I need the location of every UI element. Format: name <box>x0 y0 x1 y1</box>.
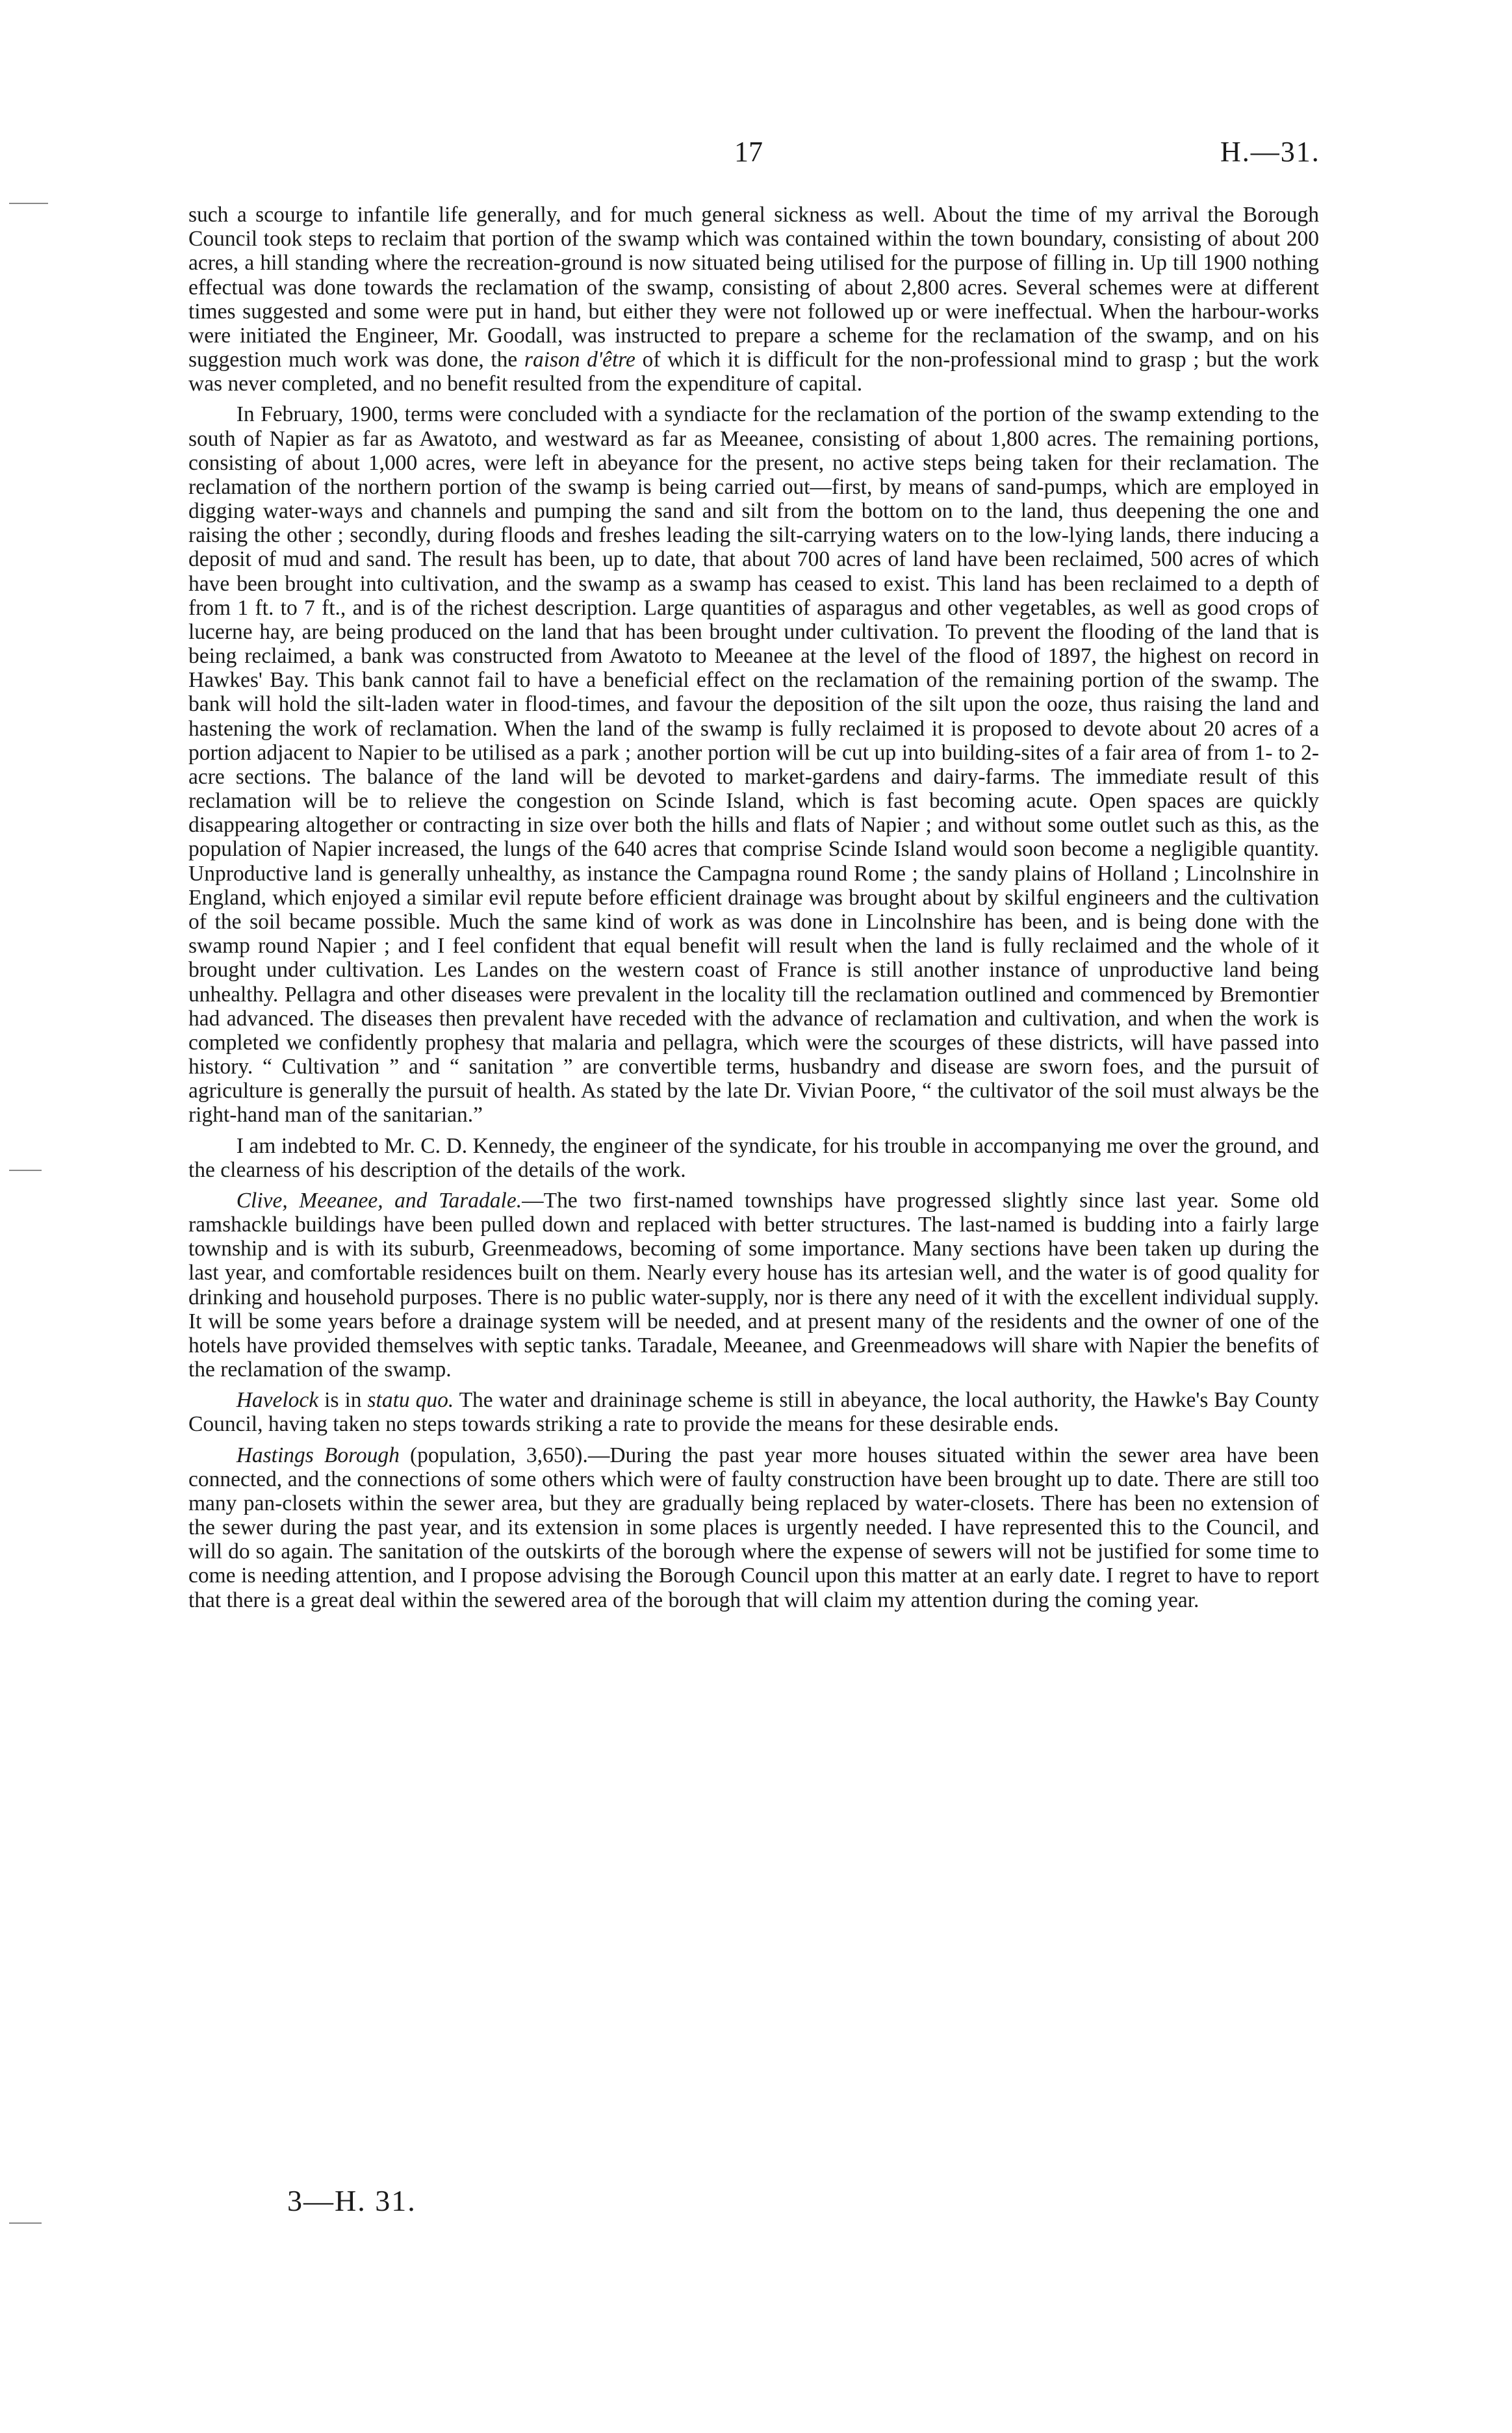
italic-phrase: raison d'être <box>524 348 635 372</box>
section-heading: Clive, Meeanee, and Taradale. <box>236 1188 522 1213</box>
section-text: is in <box>318 1388 368 1413</box>
paragraph-text: of which it is difficult for the non-professional mind to grasp ; but the work was never completed, and no benefit resulted from the expenditure of capital. <box>188 348 1319 396</box>
italic-phrase: statu quo. <box>367 1388 454 1413</box>
margin-mark <box>9 2222 42 2224</box>
paragraph-text: such a scourge to infantile life generally, and for much general sickness as well. About the time of my arrival the Borough Council took steps to reclaim that portion of the swamp which was contained within the town boundary, consisting of about 200 acres, a hill standing where the recreation-ground is now situated being utilised for the purpose of filling in. Up till 1900 nothing effectual was done towards the reclamation of the swamp, consisting of about 2,800 acres. Several schemes were at different times suggested and some were put in hand, but either they were not followed up or were ineffectual. When the harbour-works were initiated the Engineer, Mr. Goodall, was instructed to prepare a scheme for the reclamation of the swamp, and on his suggestion much work was done, the <box>188 203 1319 372</box>
paragraph-continuation <box>188 203 1319 396</box>
page-number: 17 <box>734 136 763 168</box>
document-body <box>188 203 1319 1619</box>
section-hastings-borough <box>188 1443 1319 1612</box>
section-text: The water and draininage scheme is still in abeyance, the local authority, the Hawke's Bay County Council, having taken no steps towards striking a rate to provide the means for these desirable ends. <box>188 1388 1319 1437</box>
section-havelock <box>188 1388 1319 1436</box>
paragraph-reclamation: In February, 1900, terms were concluded with a syndiacte for the reclamation of the portion of the swamp extending to the south of Napier as far as Awatoto, and westward as far as Meeanee, consisting of about 1,800 acres. The remaining portions, consisting of about 1,000 acres, were left in abeyance for the present, no active steps being taken for their reclamation. The reclamation of the northern portion of the swamp is being carried out—first, by means of sand-pumps, which are employed in digging water-ways and channels and pumping the sand and silt from the bottom on to the land, thus deepening the one and raising the other ; secondly, during floods and freshes leading the silt-carrying waters on to the low-lying lands, there inducing a deposit of mud and sand. The result has been, up to date, that about 700 acres of land have been reclaimed, 500 acres of which have been brought into cultivation, and the swamp as a swamp has ceased to exist. This land has been reclaimed to a depth of from 1 ft. to 7 ft., and is of the richest description. Large quantities of asparagus and other vegetables, as well as good crops of lucerne hay, are being produced on the land that has been brought under cultivation. To prevent the flooding of the land that is being reclaimed, a bank was constructed from Awatoto to Meeanee at the level of the flood of 1897, the highest on record in Hawkes' Bay. This bank cannot fail to have a beneficial effect on the reclamation of the remaining portion of the swamp. The bank will hold the silt-laden water in flood-times, and favour the deposition of the silt upon the ooze, thus raising the land and hastening the work of reclamation. When the land of the swamp is fully reclaimed it is proposed to devote about 20 acres of a portion adjacent to Napier to be utilised as a park ; another portion will be cut up into building-sites of a fair area of from 1- to 2-acre sections. The balance of the land will be devoted to market-gardens and dairy-farms. The immediate result of this reclamation will be to relieve the congestion on Scinde Island, which is fast becoming acute. Open spaces are quickly disappearing altogether or contracting in size over both the hills and flats of Napier ; and without some outlet such as this, as the population of Napier increased, the lungs of the 640 acres that comprise Scinde Island would soon become a negligible quantity. Unproductive land is generally unhealthy, as instance the Campagna round Rome ; the sandy plains of Holland ; Lincolnshire in England, which enjoyed a similar evil repute before efficient drainage was brought about by skilful engineers and the cultivation of the soil became possible. Much the same kind of work as was done in Lincolnshire has been, and is being done with the swamp round Napier ; and I feel confident that equal benefit will result when the land is fully reclaimed and the whole of it brought under cultivation. Les Landes on the western coast of France is still another instance of unproductive land being unhealthy. Pellagra and other diseases were prevalent in the locality till the reclamation outlined and commenced by Bremontier had advanced. The diseases then prevalent have receded with the advance of reclamation and cultivation, and when the work is completed we confidently prophesy that malaria and pellagra, which were the scourges of these districts, will have passed into history. “ Cultivation ” and “ sanitation ” are convertible terms, husbandry and disease are sworn foes, and the pursuit of agriculture is generally the pursuit of health. As stated by the late Dr. Vivian Poore, “ the cultivator of the soil must always be the right-hand man of the sanitarian.” <box>188 402 1319 1127</box>
margin-mark <box>9 203 48 204</box>
section-text: —The two first-named townships have progressed slightly since last year. Some old ramshackle buildings have been pulled down and replaced with better structures. The last-named is budding into a fairly large township and is with its suburb, Greenmeadows, becoming of some importance. Many sections have been taken up during the last year, and comfortable residences built on them. Nearly every house has its artesian well, and the water is of good quality for drinking and household purposes. There is no public water-supply, nor is there any need of it with the excellent individual supply. It will be some years before a drainage system will be needed, and at present many of the residents and the owner of one of the hotels have provided themselves with septic tanks. Taradale, Meeanee, and Greenmeadows will share with Napier the benefits of the reclamation of the swamp. <box>188 1188 1319 1382</box>
footer-signature: 3—H. 31. <box>287 2184 416 2217</box>
paragraph-acknowledgement: I am indebted to Mr. C. D. Kennedy, the engineer of the syndicate, for his trouble in accompanying me over the ground, and the clearness of his description of the details of the work. <box>188 1133 1319 1182</box>
section-clive-meeanee-taradale <box>188 1189 1319 1382</box>
section-text: (population, 3,650).—During the past year more houses situated within the sewer area have been connected, and the connections of some others which were of faulty construction have been brought up to date. There are still too many pan-closets within the sewer area, but they are gradually being replaced by water-closets. There has been no extension of the sewer during the past year, and its extension in some places is urgently needed. I have represented this to the Council, and will do so again. The sanitation of the outskirts of the borough where the expense of sewers will not be justified for some time to come is needing attention, and I propose advising the Borough Council upon this matter at an early date. I regret to have to report that there is a great deal within the sewered area of the borough that will claim my attention during the coming year. <box>188 1443 1319 1612</box>
section-heading: Hastings Borough <box>236 1443 400 1467</box>
section-heading: Havelock <box>236 1388 319 1413</box>
margin-mark <box>9 1170 42 1171</box>
document-reference: H.—31. <box>1220 136 1320 168</box>
